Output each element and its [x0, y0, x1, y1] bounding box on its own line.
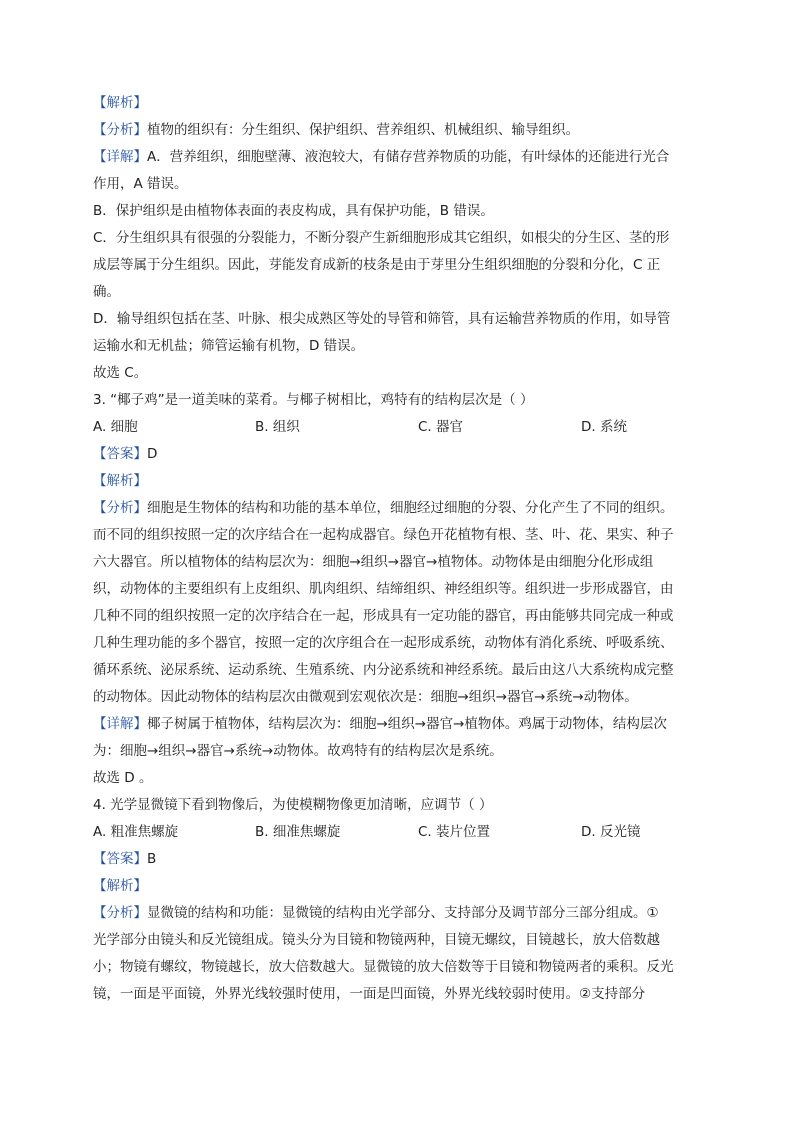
- section-line: [93, 468, 703, 495]
- text-line: [93, 198, 703, 225]
- text-line: [93, 765, 703, 792]
- answer-option: B. 组织: [255, 419, 300, 435]
- line-text: 4. 光学显微镜下看到物像后，为使模糊物像更加清晰，应调节（ ）: [93, 797, 493, 813]
- line-text: 3. “椰子鸡”是一道美味的菜肴。与椰子树相比，鸡特有的结构层次是（ ）: [93, 392, 534, 408]
- line-text: 运输水和无机盐；筛管运输有机物，D 错误。: [93, 338, 365, 354]
- line-text: C．分生组织具有很强的分裂能力，不断分裂产生新细胞形成其它组织，如根尖的分生区、茎的形: [93, 230, 670, 246]
- text-line: [93, 738, 703, 765]
- line-text: 故选 C。: [93, 365, 148, 381]
- text-line: [93, 387, 703, 414]
- section-line: [93, 900, 703, 927]
- section-tag: 【分析】: [93, 122, 147, 138]
- section-line: [93, 873, 703, 900]
- text-line: [93, 576, 703, 603]
- section-line: [93, 846, 703, 873]
- answer-option: D. 系统: [581, 419, 627, 435]
- answer-options: [93, 819, 703, 846]
- section-line: [93, 90, 703, 117]
- line-text: 椰子树属于植物体，结构层次为：细胞→组织→器官→植物体。鸡属于动物体，结构层次: [147, 716, 667, 732]
- text-line: [93, 225, 703, 252]
- line-text: D．输导组织包括在茎、叶脉、根尖成熟区等处的导管和筛管，具有运输营养物质的作用，如导管: [93, 311, 671, 327]
- text-line: [93, 306, 703, 333]
- text-line: [93, 981, 703, 1008]
- line-text: 为：细胞→组织→器官→系统→动物体。故鸡特有的结构层次是系统。: [93, 743, 503, 759]
- line-text: 循环系统、泌尿系统、运动系统、生殖系统、内分泌系统和神经系统。最后由这八大系统构成完整: [93, 662, 674, 678]
- answer-option: D. 反光镜: [581, 824, 641, 840]
- line-text: 植物的组织有：分生组织、保护组织、营养组织、机械组织、输导组织。: [147, 122, 579, 138]
- section-tag: 【分析】: [93, 500, 147, 516]
- text-line: [93, 252, 703, 279]
- text-line: [93, 522, 703, 549]
- line-text: 故选 D 。: [93, 770, 153, 786]
- line-text: B．保护组织是由植物体表面的表皮构成，具有保护功能，B 错误。: [93, 203, 494, 219]
- section-line: [93, 144, 703, 171]
- text-line: [93, 279, 703, 306]
- line-text: 光学部分由镜头和反光镜组成。镜头分为目镜和物镜两种，目镜无螺纹，目镜越长，放大倍数越: [93, 932, 660, 948]
- section-tag: 【解析】: [93, 473, 147, 489]
- line-text: 织，动物体的主要组织有上皮组织、肌肉组织、结缔组织、神经组织等。组织进一步形成器官，由: [93, 581, 674, 597]
- text-line: [93, 657, 703, 684]
- section-tag: 【分析】: [93, 905, 147, 921]
- text-line: [93, 954, 703, 981]
- text-line: [93, 792, 703, 819]
- line-text: 几种不同的组织按照一定的次序结合在一起，形成具有一定功能的器官，再由能够共同完成一种或: [93, 608, 674, 624]
- line-text: 细胞是生物体的结构和功能的基本单位，细胞经过细胞的分裂、分化产生了不同的组织。: [147, 500, 674, 516]
- section-tag: 【答案】: [93, 851, 147, 867]
- section-line: [93, 117, 703, 144]
- section-tag: 【详解】: [93, 149, 147, 165]
- line-text: 几种生理功能的多个器官，按照一定的次序组合在一起形成系统，动物体有消化系统、呼吸系统、: [93, 635, 674, 651]
- text-line: [93, 630, 703, 657]
- answer-options: [93, 414, 703, 441]
- section-tag: 【解析】: [93, 878, 147, 894]
- line-text: D: [147, 446, 158, 462]
- text-line: [93, 549, 703, 576]
- text-line: [93, 333, 703, 360]
- line-text: 六大器官。所以植物体的结构层次为：细胞→组织→器官→植物体。动物体是由细胞分化形成组: [93, 554, 654, 570]
- answer-option: C. 器官: [418, 419, 464, 435]
- answer-option: B. 细准焦螺旋: [255, 824, 341, 840]
- line-text: A．营养组织，细胞壁薄、液泡较大，有储存营养物质的功能，有叶绿体的还能进行光合: [147, 149, 670, 165]
- line-text: 镜，一面是平面镜，外界光线较强时使用，一面是凹面镜，外界光线较弱时使用。②支持部分: [93, 986, 646, 1002]
- text-line: [93, 603, 703, 630]
- line-text: B: [147, 851, 157, 867]
- section-tag: 【详解】: [93, 716, 147, 732]
- section-tag: 【解析】: [93, 95, 147, 111]
- line-text: 作用，A 错误。: [93, 176, 188, 192]
- line-text: 显微镜的结构和功能：显微镜的结构由光学部分、支持部分及调节部分三部分组成。①: [147, 905, 659, 921]
- answer-option: A. 粗准焦螺旋: [93, 824, 179, 840]
- line-text: 的动物体。因此动物体的结构层次由微观到宏观依次是：细胞→组织→器官→系统→动物体。: [93, 689, 638, 705]
- line-text: 确。: [93, 284, 120, 300]
- text-line: [93, 171, 703, 198]
- line-text: 而不同的组织按照一定的次序结合在一起构成器官。绿色开花植物有根、茎、叶、花、果实、种子: [93, 527, 674, 543]
- text-line: [93, 927, 703, 954]
- section-line: [93, 495, 703, 522]
- answer-option: C. 装片位置: [418, 824, 491, 840]
- line-text: 成层等属于分生组织。因此，芽能发育成新的枝条是由于芽里分生组织细胞的分裂和分化，C 正: [93, 257, 661, 273]
- text-line: [93, 360, 703, 387]
- answer-option: A. 细胞: [93, 419, 138, 435]
- document-page: [93, 90, 703, 1008]
- section-tag: 【答案】: [93, 446, 147, 462]
- line-text: 小；物镜有螺纹，物镜越长，放大倍数越大。显微镜的放大倍数等于目镜和物镜两者的乘积。反光: [93, 959, 674, 975]
- section-line: [93, 441, 703, 468]
- text-line: [93, 684, 703, 711]
- section-line: [93, 711, 703, 738]
